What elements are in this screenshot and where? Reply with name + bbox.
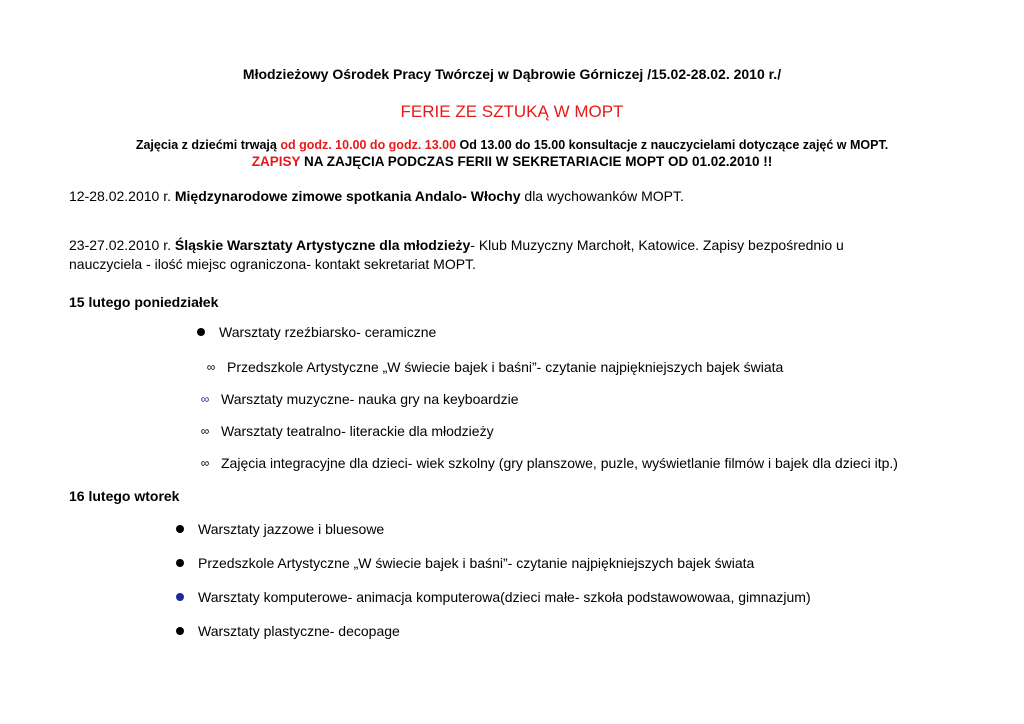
bullet-dot-icon bbox=[197, 328, 205, 336]
event-name: Śląskie Warsztaty Artystyczne dla młodzieży bbox=[174, 237, 471, 253]
list-item bbox=[176, 555, 754, 571]
list-item bbox=[199, 455, 898, 471]
infinity-bullet-icon: ∞ bbox=[200, 424, 210, 438]
event-detail: - Klub Muzyczny Marchołt, Katowice. Zapisy bezpośrednio u bbox=[470, 237, 844, 253]
day-heading-monday: 15 lutego poniedziałek bbox=[69, 294, 219, 310]
bullet-dot-icon bbox=[176, 627, 184, 635]
consultation-info: Od 13.00 do 15.00 konsultacje z nauczycielami dotyczące zajęć w MOPT. bbox=[456, 138, 889, 152]
event-date: 23-27.02.2010 r. bbox=[69, 237, 175, 253]
list-item-text: Zajęcia integracyjne dla dzieci- wiek szkolny (gry planszowe, puzle, wyświetlanie filmów i bajek dla dzieci itp.) bbox=[221, 455, 898, 471]
list-item-text: Warsztaty teatralno- literackie dla młodzieży bbox=[221, 423, 494, 439]
event-name: Międzynarodowe zimowe spotkania Andalo- Włochy bbox=[174, 188, 521, 204]
list-item bbox=[176, 589, 811, 605]
event-date: 12-28.02.2010 r. bbox=[69, 188, 175, 204]
schedule-info bbox=[0, 138, 1024, 152]
list-item-text: Warsztaty jazzowe i bluesowe bbox=[198, 521, 385, 537]
infinity-bullet-icon: ∞ bbox=[200, 392, 210, 406]
document-title: FERIE ZE SZTUKĄ W MOPT bbox=[400, 102, 624, 121]
list-item bbox=[176, 521, 384, 537]
event-detail-line2: nauczyciela - ilość miejsc ograniczona- kontakt sekretariat MOPT. bbox=[69, 256, 476, 272]
list-item-text: Przedszkole Artystyczne „W świecie bajek i baśni”- czytanie najpiękniejszych bajek świata bbox=[227, 359, 784, 375]
schedule-hours: od godz. 10.00 do godz. 13.00 bbox=[280, 138, 457, 152]
event-detail: dla wychowanków MOPT. bbox=[520, 188, 684, 204]
registration-info bbox=[0, 154, 1024, 169]
document-header: Młodzieżowy Ośrodek Pracy Twórczej w Dąbrowie Górniczej /15.02-28.02. 2010 r./ bbox=[242, 66, 782, 82]
event-slaskie bbox=[69, 236, 844, 274]
schedule-info-text: Zajęcia z dziećmi trwają bbox=[135, 138, 281, 152]
list-item bbox=[199, 391, 519, 407]
list-item bbox=[176, 623, 400, 639]
registration-text: NA ZAJĘCIA PODCZAS FERII W SEKRETARIACIE MOPT OD 01.02.2010 !! bbox=[300, 154, 773, 169]
list-item bbox=[199, 423, 494, 439]
event-line bbox=[69, 236, 844, 255]
infinity-bullet-icon: ∞ bbox=[200, 456, 210, 470]
list-item bbox=[197, 324, 436, 340]
list-item-text: Warsztaty plastyczne- decopage bbox=[198, 623, 400, 639]
bullet-dot-icon bbox=[176, 559, 184, 567]
registration-label: ZAPISY bbox=[251, 154, 301, 169]
infinity-bullet-icon: ∞ bbox=[206, 360, 216, 374]
list-item bbox=[205, 359, 783, 375]
list-item-text: Warsztaty muzyczne- nauka gry na keyboardzie bbox=[221, 391, 519, 407]
list-item-text: Przedszkole Artystyczne „W świecie bajek i baśni”- czytanie najpiękniejszych bajek świata bbox=[198, 555, 755, 571]
bullet-dot-icon bbox=[176, 525, 184, 533]
bullet-dot-icon bbox=[176, 593, 184, 601]
event-andalo bbox=[69, 187, 684, 206]
day-heading-tuesday: 16 lutego wtorek bbox=[69, 488, 180, 504]
list-item-text: Warsztaty komputerowe- animacja komputerowa(dzieci małe- szkoła podstawowowaa, gimnazjum) bbox=[198, 589, 811, 605]
list-item-text: Warsztaty rzeźbiarsko- ceramiczne bbox=[219, 324, 437, 340]
